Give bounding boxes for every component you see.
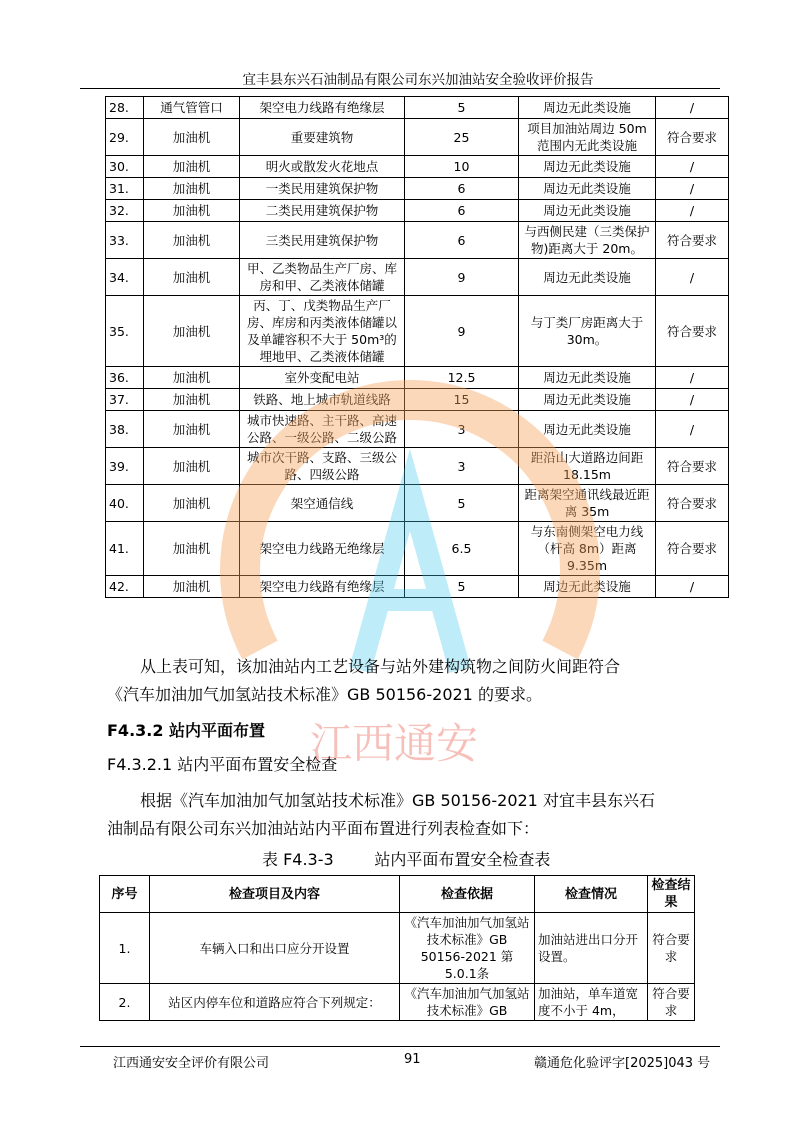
table-cell: 1.	[100, 913, 150, 984]
required-distance-cell: 6.5	[405, 522, 519, 576]
header-divider	[80, 88, 720, 89]
actual-situation-cell: 周边无此类设施	[519, 178, 656, 200]
equipment-cell: 加油机	[144, 296, 240, 367]
table-cell: 2.	[100, 984, 150, 1021]
row-number-cell: 39.	[106, 448, 144, 485]
table-cell: 符合要求	[648, 984, 695, 1021]
table-caption: 表 F4.3-3 站内平面布置安全检查表	[262, 850, 551, 869]
table-row	[106, 200, 729, 222]
equipment-cell: 加油机	[144, 178, 240, 200]
section-heading: F4.3.2 站内平面布置	[107, 721, 266, 740]
equipment-cell: 加油机	[144, 200, 240, 222]
row-number-cell: 35.	[106, 296, 144, 367]
table-cell: 加油站进出口分开设置。	[535, 913, 648, 984]
page-header: 宜丰县东兴石油制品有限公司东兴加油站安全验收评价报告	[242, 72, 594, 88]
actual-situation-cell: 周边无此类设施	[519, 411, 656, 448]
result-cell: /	[656, 97, 729, 119]
external-facility-cell: 三类民用建筑保护物	[240, 222, 405, 259]
table-row	[100, 984, 695, 1021]
row-number-cell: 37.	[106, 389, 144, 411]
equipment-cell: 加油机	[144, 119, 240, 156]
actual-situation-cell: 周边无此类设施	[519, 97, 656, 119]
required-distance-cell: 3	[405, 448, 519, 485]
subsection-heading: F4.3.2.1 站内平面布置安全检查	[107, 755, 338, 774]
result-cell: /	[656, 367, 729, 389]
table-row	[106, 389, 729, 411]
table-row	[106, 259, 729, 296]
result-cell: 符合要求	[656, 222, 729, 259]
row-number-cell: 29.	[106, 119, 144, 156]
required-distance-cell: 6	[405, 178, 519, 200]
actual-situation-cell: 与西侧民建（三类保护物)距离大于 20m。	[519, 222, 656, 259]
table-row	[106, 485, 729, 522]
equipment-cell: 加油机	[144, 389, 240, 411]
required-distance-cell: 3	[405, 411, 519, 448]
result-cell: /	[656, 200, 729, 222]
equipment-cell: 加油机	[144, 367, 240, 389]
external-facility-cell: 架空通信线	[240, 485, 405, 522]
table-row	[106, 448, 729, 485]
table-row	[100, 913, 695, 984]
required-distance-cell: 12.5	[405, 367, 519, 389]
result-cell: 符合要求	[656, 119, 729, 156]
actual-situation-cell: 周边无此类设施	[519, 156, 656, 178]
row-number-cell: 41.	[106, 522, 144, 576]
actual-situation-cell: 周边无此类设施	[519, 200, 656, 222]
actual-situation-cell: 周边无此类设施	[519, 259, 656, 296]
row-number-cell: 28.	[106, 97, 144, 119]
actual-situation-cell: 周边无此类设施	[519, 389, 656, 411]
table-cell: 《汽车加油加气加氢站技术标准》GB 50156-2021 第 5.0.1条	[400, 913, 535, 984]
actual-situation-cell: 项目加油站周边 50m范围内无此类设施	[519, 119, 656, 156]
page-number: 91	[404, 1052, 421, 1067]
paragraph: 根据《汽车加油加气加氢站技术标准》GB 50156-2021 对宜丰县东兴石	[140, 791, 655, 810]
fire-distance-table	[105, 96, 729, 598]
footer-company: 江西通安安全评价有限公司	[113, 1056, 270, 1071]
paragraph: 从上表可知，该加油站内工艺设备与站外建构筑物之间防火间距符合	[140, 657, 621, 676]
table-cell: 加油站，单车道宽度不小于 4m，	[535, 984, 648, 1021]
result-cell: 符合要求	[656, 448, 729, 485]
column-header: 检查结果	[648, 876, 695, 913]
result-cell: /	[656, 178, 729, 200]
external-facility-cell: 一类民用建筑保护物	[240, 178, 405, 200]
equipment-cell: 加油机	[144, 576, 240, 598]
external-facility-cell: 铁路、地上城市轨道线路	[240, 389, 405, 411]
table-row	[106, 178, 729, 200]
table-row	[106, 367, 729, 389]
external-facility-cell: 城市次干路、支路、三级公路、四级公路	[240, 448, 405, 485]
external-facility-cell: 城市快速路、主干路、高速公路、一级公路、二级公路	[240, 411, 405, 448]
result-cell: /	[656, 411, 729, 448]
external-facility-cell: 架空电力线路无绝缘层	[240, 522, 405, 576]
external-facility-cell: 二类民用建筑保护物	[240, 200, 405, 222]
table-row	[106, 296, 729, 367]
result-cell: /	[656, 156, 729, 178]
external-facility-cell: 明火或散发火花地点	[240, 156, 405, 178]
result-cell: /	[656, 576, 729, 598]
row-number-cell: 33.	[106, 222, 144, 259]
equipment-cell: 加油机	[144, 522, 240, 576]
equipment-cell: 通气管管口	[144, 97, 240, 119]
document-number: 赣通危化验评字[2025]043 号	[534, 1056, 711, 1071]
equipment-cell: 加油机	[144, 156, 240, 178]
result-cell: 符合要求	[656, 296, 729, 367]
required-distance-cell: 6	[405, 222, 519, 259]
table-row	[106, 222, 729, 259]
actual-situation-cell: 周边无此类设施	[519, 367, 656, 389]
row-number-cell: 42.	[106, 576, 144, 598]
table-row	[106, 97, 729, 119]
row-number-cell: 32.	[106, 200, 144, 222]
row-number-cell: 34.	[106, 259, 144, 296]
external-facility-cell: 架空电力线路有绝缘层	[240, 576, 405, 598]
actual-situation-cell: 与丁类厂房距离大于 30m。	[519, 296, 656, 367]
table-cell: 站区内停车位和道路应符合下列规定：	[150, 984, 400, 1021]
paragraph: 油制品有限公司东兴加油站站内平面布置进行列表检查如下：	[107, 819, 540, 838]
external-facility-cell: 重要建筑物	[240, 119, 405, 156]
table-cell: 符合要求	[648, 913, 695, 984]
table-row	[106, 576, 729, 598]
column-header: 检查情况	[535, 876, 648, 913]
row-number-cell: 40.	[106, 485, 144, 522]
external-facility-cell: 室外变配电站	[240, 367, 405, 389]
result-cell: 符合要求	[656, 485, 729, 522]
actual-situation-cell: 距沿山大道路边间距 18.15m	[519, 448, 656, 485]
equipment-cell: 加油机	[144, 259, 240, 296]
equipment-cell: 加油机	[144, 485, 240, 522]
table-row	[106, 119, 729, 156]
row-number-cell: 38.	[106, 411, 144, 448]
required-distance-cell: 5	[405, 485, 519, 522]
actual-situation-cell: 与东南侧架空电力线（杆高 8m）距离 9.35m	[519, 522, 656, 576]
footer-divider	[80, 1046, 720, 1047]
required-distance-cell: 9	[405, 259, 519, 296]
row-number-cell: 31.	[106, 178, 144, 200]
equipment-cell: 加油机	[144, 222, 240, 259]
required-distance-cell: 25	[405, 119, 519, 156]
row-number-cell: 30.	[106, 156, 144, 178]
column-header: 检查依据	[400, 876, 535, 913]
required-distance-cell: 5	[405, 576, 519, 598]
result-cell: /	[656, 259, 729, 296]
actual-situation-cell: 周边无此类设施	[519, 576, 656, 598]
column-header: 序号	[100, 876, 150, 913]
layout-check-table	[99, 875, 695, 1021]
required-distance-cell: 5	[405, 97, 519, 119]
external-facility-cell: 架空电力线路有绝缘层	[240, 97, 405, 119]
required-distance-cell: 6	[405, 200, 519, 222]
result-cell: 符合要求	[656, 522, 729, 576]
actual-situation-cell: 距离架空通讯线最近距离 35m	[519, 485, 656, 522]
equipment-cell: 加油机	[144, 411, 240, 448]
table-cell: 《汽车加油加气加氢站技术标准》GB	[400, 984, 535, 1021]
row-number-cell: 36.	[106, 367, 144, 389]
table-row	[106, 522, 729, 576]
column-header: 检查项目及内容	[150, 876, 400, 913]
result-cell: /	[656, 389, 729, 411]
required-distance-cell: 9	[405, 296, 519, 367]
required-distance-cell: 15	[405, 389, 519, 411]
table-row	[106, 156, 729, 178]
external-facility-cell: 甲、乙类物品生产厂房、库房和甲、乙类液体储罐	[240, 259, 405, 296]
equipment-cell: 加油机	[144, 448, 240, 485]
table-cell: 车辆入口和出口应分开设置	[150, 913, 400, 984]
required-distance-cell: 10	[405, 156, 519, 178]
external-facility-cell: 丙、丁、戊类物品生产厂房、库房和丙类液体储罐以及单罐容积不大于 50m³的埋地甲、乙类液体储罐	[240, 296, 405, 367]
table-row	[106, 411, 729, 448]
paragraph: 《汽车加油加气加氢站技术标准》GB 50156-2021 的要求。	[107, 685, 542, 704]
watermark-text: 江西通安	[310, 719, 479, 768]
